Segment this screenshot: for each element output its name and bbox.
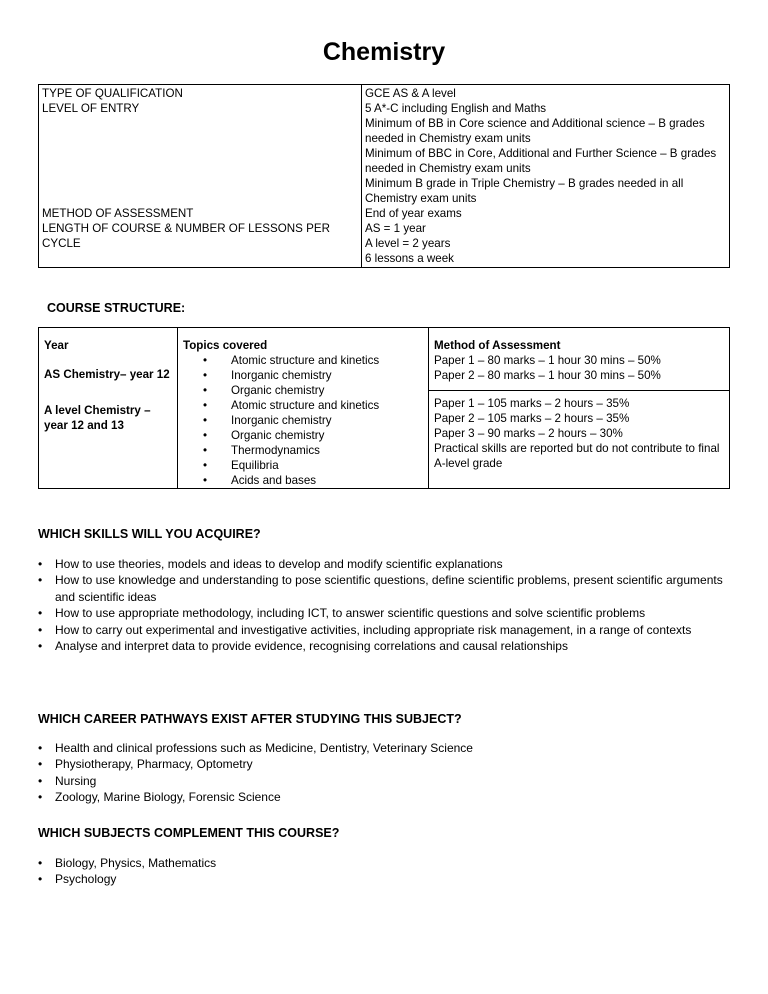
assessment-column — [429, 328, 730, 489]
qualification-values-cell — [362, 85, 730, 268]
value-length-as: AS = 1 year — [365, 222, 426, 235]
value-entry-triple: Minimum B grade in Triple Chemistry – B grades needed in all Chemistry exam units — [365, 177, 684, 205]
list-item: • Inorganic chemistry — [203, 413, 423, 428]
list-item: • Inorganic chemistry — [203, 368, 423, 383]
list-item: • Health and clinical professions such as Medicine, Dentistry, Veterinary Science — [0, 740, 730, 756]
assessment-header: Method of Assessment — [434, 339, 561, 352]
label-type-of-qualification: TYPE OF QUALIFICATION — [42, 87, 183, 100]
list-item: • Thermodynamics — [203, 443, 423, 458]
value-length-a-level: A level = 2 years — [365, 237, 451, 250]
qualification-table — [38, 84, 730, 268]
value-entry-core-additional: Minimum of BB in Core science and Additional science – B grades needed in Chemistry exam units — [365, 117, 705, 145]
assessment-a-level-block — [429, 390, 729, 471]
value-lessons: 6 lessons a week — [365, 252, 454, 265]
course-structure-table — [38, 327, 730, 489]
label-spacer — [42, 116, 358, 206]
label-method-of-assessment: METHOD OF ASSESSMENT — [42, 207, 194, 220]
list-item: • How to use knowledge and understanding to pose scientific questions, define scientific problems, present scientific arguments and scientific ideas — [0, 572, 730, 605]
year-column — [39, 328, 178, 489]
list-item: • Biology, Physics, Mathematics — [0, 855, 730, 871]
list-item: • How to use theories, models and ideas to develop and modify scientific explanations — [0, 556, 730, 572]
list-item: • Acids and bases — [203, 473, 423, 488]
careers-list — [0, 740, 730, 806]
topics-list — [183, 353, 423, 488]
list-item: • Equilibria — [203, 458, 423, 473]
list-item: • Organic chemistry — [203, 383, 423, 398]
year-as-chemistry: AS Chemistry– year 12 — [44, 368, 170, 381]
list-item: • How to carry out experimental and investigative activities, including appropriate risk management, in a range of contexts — [0, 622, 730, 638]
list-item: • Atomic structure and kinetics — [203, 353, 423, 368]
assessment-as-paper-2: Paper 2 – 80 marks – 1 hour 30 mins – 50% — [434, 369, 661, 382]
assessment-a-paper-3: Paper 3 – 90 marks – 2 hours – 30% — [434, 427, 623, 440]
complements-heading: WHICH SUBJECTS COMPLEMENT THIS COURSE? — [38, 826, 340, 840]
list-item: • Zoology, Marine Biology, Forensic Science — [0, 789, 730, 805]
label-length-of-course: LENGTH OF COURSE & NUMBER OF LESSONS PER CYCLE — [42, 222, 330, 250]
label-level-of-entry: LEVEL OF ENTRY — [42, 102, 140, 115]
page-title: Chemistry — [322, 38, 446, 66]
list-item: • Atomic structure and kinetics — [203, 398, 423, 413]
topics-header: Topics covered — [183, 339, 268, 352]
year-a-level-chemistry: A level Chemistry – year 12 and 13 — [44, 404, 151, 432]
topics-column — [178, 328, 429, 489]
skills-list — [0, 556, 730, 654]
list-item: • Physiotherapy, Pharmacy, Optometry — [0, 756, 730, 772]
course-structure-heading: COURSE STRUCTURE: — [47, 301, 186, 315]
year-header: Year — [44, 339, 69, 352]
value-qualification: GCE AS & A level — [365, 87, 456, 100]
value-entry-gcse: 5 A*-C including English and Maths — [365, 102, 547, 115]
assessment-as-paper-1: Paper 1 – 80 marks – 1 hour 30 mins – 50% — [434, 354, 661, 367]
list-item: • How to use appropriate methodology, including ICT, to answer scientific questions and solve scientific problems — [0, 605, 730, 621]
assessment-a-practical-note: Practical skills are reported but do not contribute to final A-level grade — [434, 442, 720, 470]
complements-list — [0, 855, 730, 888]
qualification-labels-cell — [39, 85, 362, 268]
assessment-a-paper-2: Paper 2 – 105 marks – 2 hours – 35% — [434, 412, 630, 425]
assessment-a-paper-1: Paper 1 – 105 marks – 2 hours – 35% — [434, 397, 630, 410]
value-assessment: End of year exams — [365, 207, 462, 220]
list-item: • Analyse and interpret data to provide evidence, recognising correlations and causal relationships — [0, 638, 730, 654]
list-item: • Organic chemistry — [203, 428, 423, 443]
value-entry-core-additional-further: Minimum of BBC in Core, Additional and Further Science – B grades needed in Chemistry exam units — [365, 147, 717, 175]
list-item: • Psychology — [0, 871, 730, 887]
careers-heading: WHICH CAREER PATHWAYS EXIST AFTER STUDYING THIS SUBJECT? — [38, 712, 462, 726]
skills-heading: WHICH SKILLS WILL YOU ACQUIRE? — [38, 527, 261, 541]
list-item: • Nursing — [0, 773, 730, 789]
